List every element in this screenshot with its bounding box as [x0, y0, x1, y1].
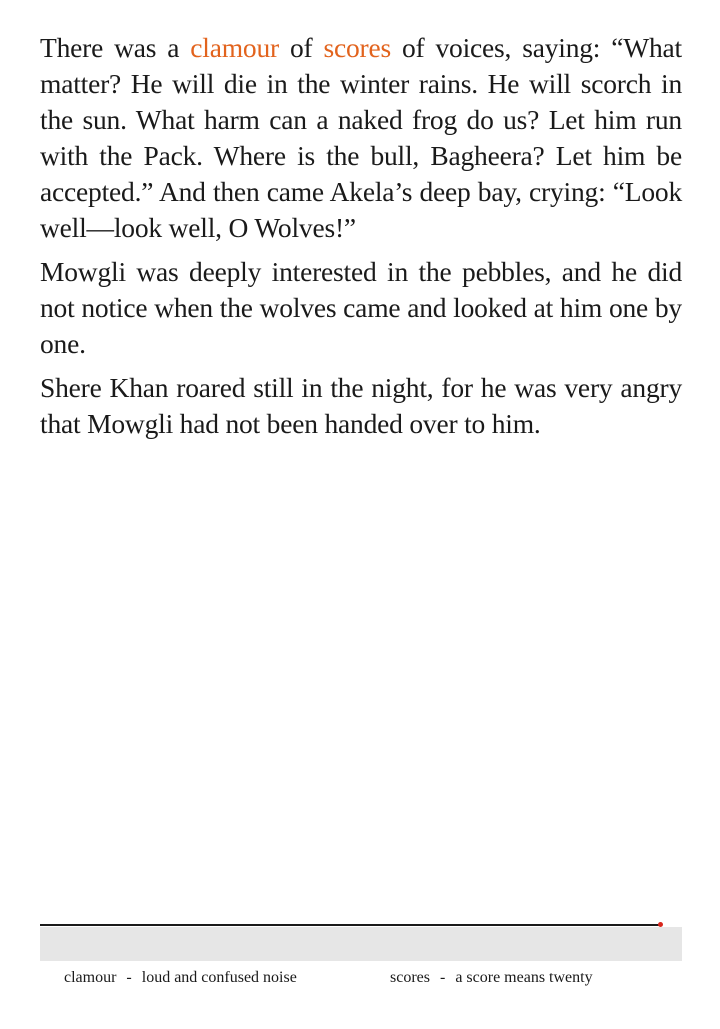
- paragraph-1-part-3: of voices, saying: “What matter? He will die in the winter rains. He will scorch in the sun. What harm can a naked frog do us? Let him run with the Pack. Where is the bull, Bagheera? Let him be accepted.” And then came Akela’s deep bay, crying: “Look well—look well, O Wolves!”: [40, 32, 682, 243]
- glossary-footer: [40, 927, 682, 986]
- glossary-definition: loud and confused noise: [141, 969, 297, 986]
- paragraph-1-part-2: of: [278, 32, 324, 63]
- glossary-term: scores: [390, 969, 430, 986]
- paragraph-3: Shere Khan roared still in the night, for he was very angry that Mowgli had not been handed over to him.: [40, 372, 682, 439]
- paragraph-2: Mowgli was deeply interested in the pebbles, and he did not notice when the wolves came and looked at him one by one.: [40, 256, 682, 359]
- glossary-entry-clamour: [48, 927, 297, 1029]
- glossary-separator: -: [126, 969, 132, 986]
- glossary-entry-scores: [374, 927, 593, 1029]
- highlighted-word-scores: scores: [323, 32, 391, 63]
- paragraph-1-part-1: There was a: [40, 32, 191, 63]
- glossary-term: clamour: [64, 969, 117, 986]
- glossary-definition: a score means twenty: [455, 969, 593, 986]
- story-text: [40, 30, 682, 450]
- paragraph-1: [40, 30, 682, 246]
- highlighted-word-clamour: clamour: [190, 32, 279, 63]
- glossary-separator: -: [439, 969, 446, 986]
- glossary-divider: [40, 924, 660, 926]
